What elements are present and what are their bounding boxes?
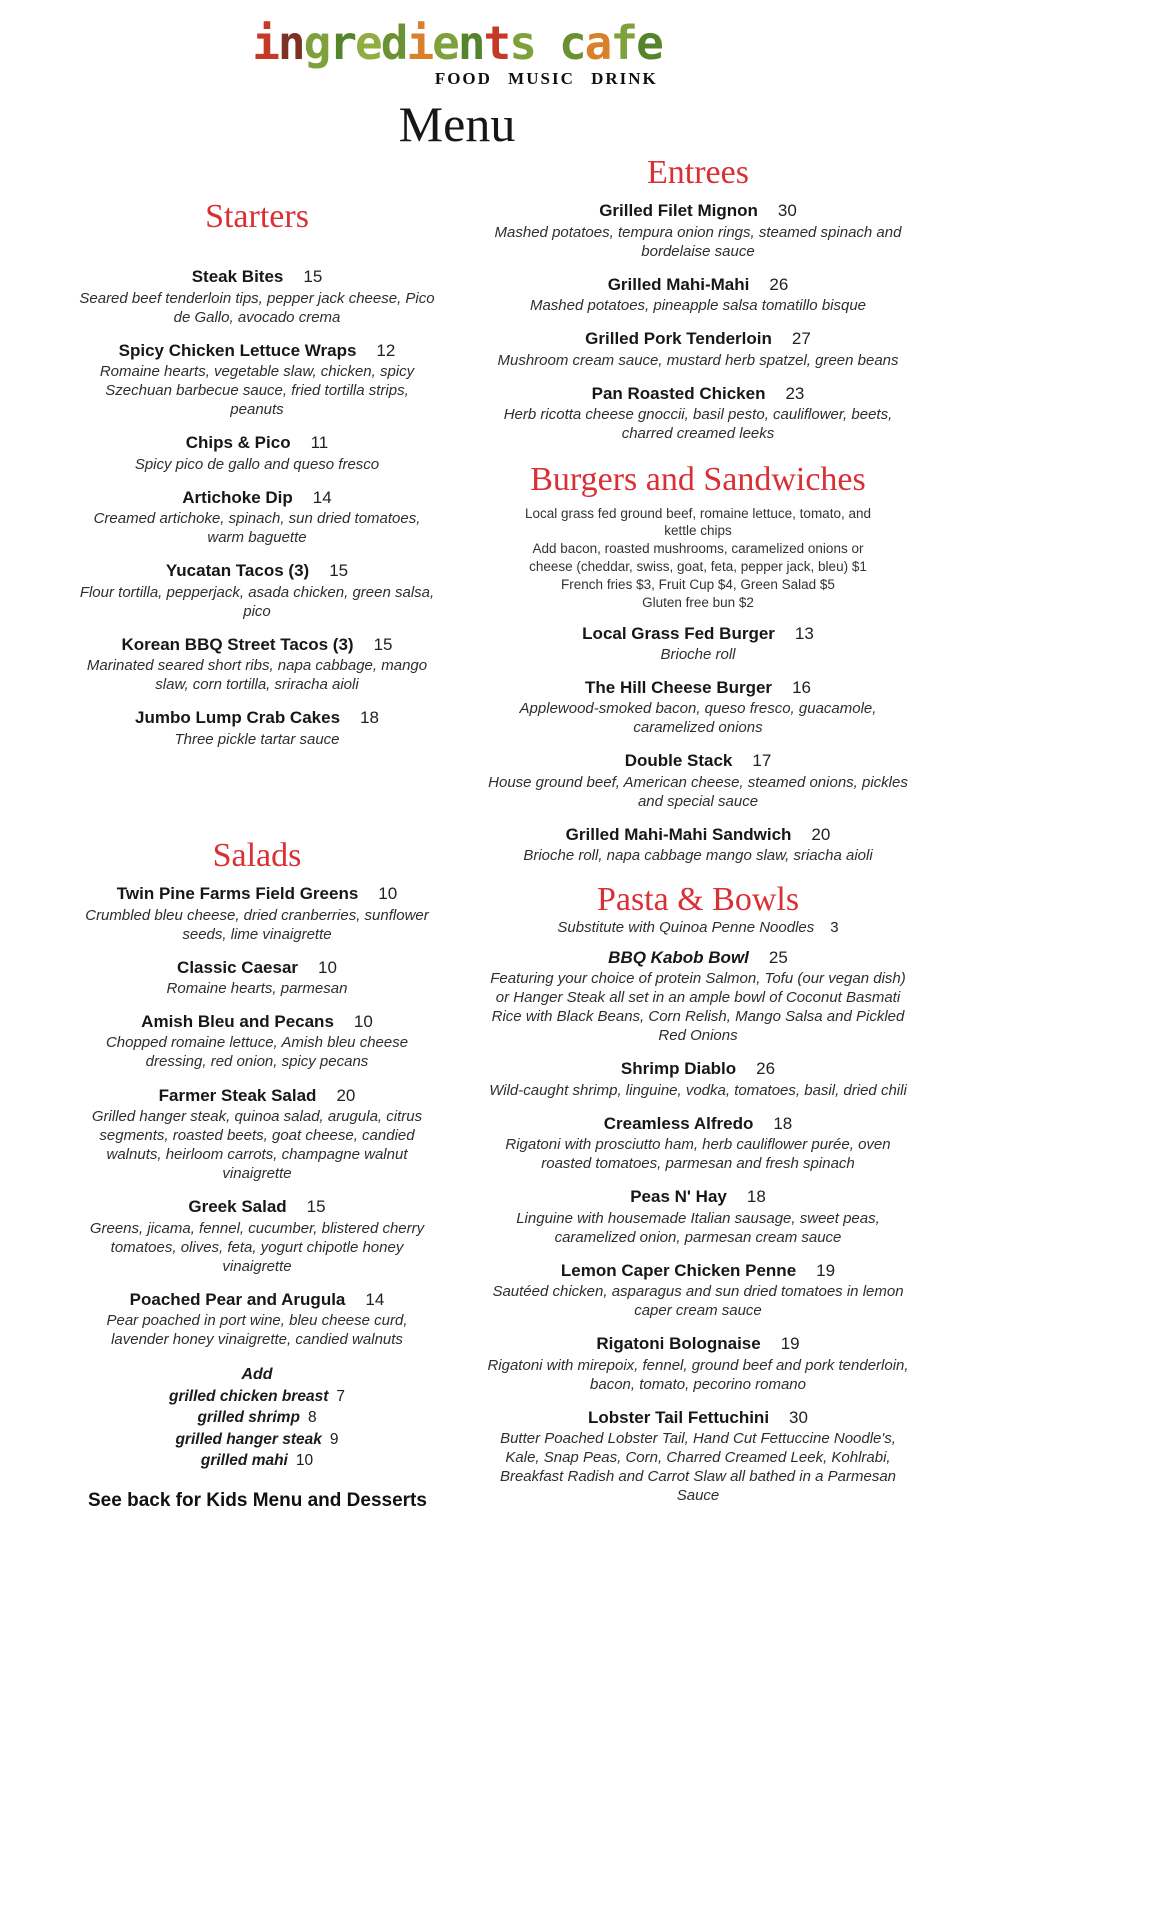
item-price: 16 [792,677,811,697]
item-header [62,884,452,904]
item-header [62,1290,452,1310]
item-name: Twin Pine Farms Field Greens [116,884,359,904]
burgers-intro [512,505,884,612]
item-name: BBQ Kabob Bowl [608,947,749,967]
item-name: Greek Salad [188,1197,287,1217]
item-description: Mushroom cream sauce, mustard herb spatzel, green beans [497,351,899,369]
menu-item [482,678,914,737]
item-header [482,624,914,644]
item-description: Romaine hearts, vegetable slaw, chicken, spicy Szechuan barbecue sauce, fried tortilla strips, peanuts [99,363,415,419]
item-header [62,341,452,361]
item-description: Butter Poached Lobster Tail, Hand Cut Fettuccine Noodle's, Kale, Snap Peas, Corn, Charred Creamed Leek, Kohlrabi, Breakfast Radish and Carrot Slaw all bathed in a Parmesan Sauce [499,1430,897,1505]
item-description: Crumbled bleu cheese, dried cranberries, sunflower seeds, lime vinaigrette [85,906,429,943]
menu-item [482,1059,914,1099]
item-price: 18 [746,1187,766,1207]
item-header [62,1197,452,1217]
item-price: 14 [312,487,332,507]
menu-item [62,1086,452,1184]
item-header [62,1086,452,1106]
logo-letter: f [610,16,637,70]
item-description: Spicy pico de gallo and queso fresco [134,455,380,473]
item-description: Flour tortilla, pepperjack, asada chicken, green salsa, pico [79,583,435,620]
item-name: Rigatoni Bolognaise [596,1334,761,1354]
section-entrees [482,154,914,443]
menu-item [482,751,914,810]
header [62,16,852,152]
item-price: 15 [306,1197,326,1217]
menu-item [62,884,452,943]
item-price: 26 [769,274,789,294]
item-header [62,433,452,453]
kids-menu-note: See back for Kids Menu and Desserts [88,1490,427,1511]
note-price: 3 [830,918,839,936]
item-description: Creamed artichoke, spinach, sun dried tomatoes, warm baguette [93,510,421,547]
menu-item [62,1012,452,1071]
menu-item [482,825,914,865]
salad-addons [62,1365,452,1472]
right-column [482,152,914,1519]
item-description: Mashed potatoes, pineapple salsa tomatillo bisque [529,297,867,315]
logo-letter: e [636,16,662,70]
item-header [62,561,452,581]
item-name: Peas N' Hay [630,1187,727,1207]
item-name: Jumbo Lump Crab Cakes [135,708,341,728]
logo-letter: e [432,16,458,70]
item-description: Greens, jicama, fennel, cucumber, blistered cherry tomatoes, olives, feta, yogurt chipotle honey vinaigrette [89,1219,425,1275]
item-description: Sautéed chicken, asparagus and sun dried tomatoes in lemon caper cream sauce [492,1283,904,1320]
item-price: 26 [756,1059,776,1079]
menu-item [62,1290,452,1349]
item-header [482,678,914,698]
item-price: 23 [785,383,805,403]
menu-item [482,1187,914,1246]
addon-price: 8 [307,1409,317,1427]
addon-price: 10 [295,1452,314,1470]
section-starters [62,198,452,749]
item-name: Classic Caesar [177,957,299,977]
menu-item [62,488,452,547]
item-description: Three pickle tartar sauce [174,730,340,748]
item-description: Grilled hanger steak, quinoa salad, arugula, citrus segments, roasted beets, goat cheese, candied walnuts, heirloom carrots, champagne walnut vinaigrette [91,1107,423,1183]
addon-name: grilled shrimp [197,1409,300,1427]
item-name: Grilled Mahi-Mahi Sandwich [565,824,792,844]
addons-title: Add [241,1366,273,1384]
addon-name: grilled hanger steak [175,1430,322,1448]
item-name: Double Stack [624,751,733,771]
logo-letter: n [457,16,484,70]
logo-letter: e [355,16,381,70]
addon-price: 7 [336,1387,345,1405]
item-price: 10 [318,957,337,977]
item-name: Yucatan Tacos (3) [165,561,310,581]
item-price: 10 [353,1012,373,1032]
menu-item [62,561,452,620]
item-price: 12 [376,340,396,360]
item-header [482,1114,914,1134]
item-description: Applewood-smoked bacon, queso fresco, guacamole, caramelized onions [519,700,877,737]
item-header [62,958,452,978]
menu-item [482,1334,914,1393]
item-header [482,751,914,771]
section-heading: Starters [205,198,309,235]
section-salads [62,837,452,1472]
item-description: Herb ricotta cheese gnoccii, basil pesto, cauliflower, beets, charred creamed leeks [503,406,893,443]
logo-letter: n [277,16,304,70]
item-header [62,635,452,655]
item-description: Linguine with housemade Italian sausage, sweet peas, caramelized onion, parmesan cream sauce [516,1209,880,1246]
item-price: 27 [791,329,811,349]
logo-tagline: FOOD MUSIC DRINK [434,69,658,88]
burgers-intro-line: Gluten free bun $2 [642,594,754,610]
item-name: Grilled Filet Mignon [599,201,758,221]
item-header [482,201,914,221]
item-price: 30 [789,1407,808,1427]
burgers-intro-line: French fries $3, Fruit Cup $4, Green Salad $5 [561,576,835,592]
section-heading: Entrees [647,154,749,191]
section-pasta-bowls [482,881,914,1505]
item-header [62,267,452,287]
logo-letter: i [252,16,278,70]
item-price: 20 [336,1085,356,1105]
item-price: 18 [773,1113,793,1133]
item-name: Shrimp Diablo [620,1059,737,1079]
item-name: Farmer Steak Salad [158,1085,317,1105]
logo [252,16,662,89]
note-text: Substitute with Quinoa Penne Noodles [557,918,815,936]
item-name: Poached Pear and Arugula [129,1289,346,1309]
item-header [482,1059,914,1079]
addon-item [62,1386,452,1407]
item-header [482,825,914,845]
item-price: 15 [303,267,323,287]
item-name: Artichoke Dip [182,487,293,507]
menu-item [482,384,914,443]
item-description: House ground beef, American cheese, steamed onions, pickles and special sauce [488,773,908,810]
section-heading: Burgers and Sandwiches [530,461,866,499]
item-price: 19 [816,1260,836,1280]
logo-letter: s [509,16,535,70]
menu-item [62,1197,452,1276]
menu-item [482,624,914,664]
menu-item [482,1261,914,1320]
item-price: 17 [752,751,772,771]
item-description: Mashed potatoes, tempura onion rings, steamed spinach and bordelaise sauce [494,223,902,260]
item-price: 13 [794,623,814,643]
item-name: Amish Bleu and Pecans [141,1012,334,1032]
item-price: 18 [360,708,379,728]
logo-letter: t [483,16,510,70]
item-name: Korean BBQ Street Tacos (3) [121,634,354,654]
item-description: Chopped romaine lettuce, Amish bleu cheese dressing, red onion, spicy pecans [105,1034,409,1071]
menu-item [482,948,914,1046]
section-heading: Pasta & Bowls [596,881,800,919]
item-name: Grilled Pork Tenderloin [585,329,772,349]
item-name: Grilled Mahi-Mahi [607,274,750,294]
item-header [482,1334,914,1354]
menu-item [62,635,452,694]
item-name: Steak Bites [191,267,284,287]
logo-letter: a [584,16,611,70]
menu-item [482,201,914,260]
section-burgers-sandwiches [482,461,914,865]
item-description: Rigatoni with prosciutto ham, herb cauliflower purée, oven roasted tomatoes, parmesan and fresh spinach [505,1136,891,1173]
addon-price: 9 [329,1430,339,1448]
section-heading: Salads [212,836,302,874]
item-name: Lemon Caper Chicken Penne [560,1260,797,1280]
item-header [62,488,452,508]
item-name: Lobster Tail Fettuchini [588,1407,770,1427]
item-price: 14 [365,1289,385,1309]
item-price: 30 [777,201,797,221]
item-header [482,948,914,968]
addon-item [62,1407,452,1428]
item-name: Pan Roasted Chicken [591,383,766,403]
item-header [62,1012,452,1032]
item-price: 15 [373,634,393,654]
addon-name: grilled chicken breast [169,1387,329,1405]
item-name: Spicy Chicken Lettuce Wraps [118,340,357,360]
burgers-intro-line: Local grass fed ground beef, romaine lettuce, tomato, and kettle chips [525,505,871,539]
logo-letter: i [406,16,433,70]
logo-letter: g [303,16,330,70]
pasta-substitute-note [482,919,914,936]
item-description: Wild-caught shrimp, linguine, vodka, tomatoes, basil, dried chili [489,1081,907,1099]
menu-item [482,1408,914,1506]
menu-columns [62,152,914,1519]
item-name: The Hill Cheese Burger [585,677,773,697]
item-description: Featuring your choice of protein Salmon, Tofu (our vegan dish) or Hanger Steak all set in an ample bowl of Coconut Basmati Rice with Black Beans, Corn Relish, Mango Salsa and Pickled Red Onions [490,970,906,1045]
addon-item [62,1450,452,1471]
burgers-intro-line: Add bacon, roasted mushrooms, caramelized onions or cheese (cheddar, swiss, goat, feta, pepper jack, bleu) $1 [529,541,867,575]
menu-item [482,275,914,315]
addon-name: grilled mahi [200,1452,288,1470]
menu-item [482,329,914,369]
item-header [482,1187,914,1207]
item-header [482,1408,914,1428]
item-description: Marinated seared short ribs, napa cabbage, mango slaw, corn tortilla, sriracha aioli [86,657,428,694]
menu-item [62,433,452,473]
logo-letter: r [329,16,356,70]
item-description: Brioche roll, napa cabbage mango slaw, sriacha aioli [523,847,873,865]
item-name: Chips & Pico [185,433,291,453]
item-name: Creamless Alfredo [603,1113,754,1133]
item-price: 19 [780,1334,800,1354]
item-description: Seared beef tenderloin tips, pepper jack cheese, Pico de Gallo, avocado crema [79,289,435,326]
menu-item [62,708,452,748]
menu-item [62,958,452,998]
item-header [482,384,914,404]
item-description: Romaine hearts, parmesan [166,980,348,997]
item-description: Rigatoni with mirepoix, fennel, ground beef and pork tenderloin, bacon, tomato, pecorino romano [487,1356,909,1393]
page-title: Menu [398,96,516,152]
item-price: 11 [310,433,329,453]
left-column [62,152,452,1472]
item-description: Pear poached in port wine, bleu cheese curd, lavender honey vinaigrette, candied walnuts [106,1312,408,1349]
menu-item [482,1114,914,1173]
item-description: Brioche roll [660,645,736,663]
item-name: Local Grass Fed Burger [582,623,775,643]
menu-item [62,267,452,326]
menu-item [62,341,452,420]
logo-letter: d [380,16,407,70]
item-price: 25 [768,947,788,967]
addon-item [62,1429,452,1450]
item-header [482,275,914,295]
item-header [62,708,452,728]
item-header [482,329,914,349]
logo-letter: c [558,16,585,70]
item-price: 20 [811,824,831,844]
logo-wordmark [252,16,662,70]
item-price: 10 [378,884,398,904]
item-price: 15 [329,561,349,581]
item-header [482,1261,914,1281]
